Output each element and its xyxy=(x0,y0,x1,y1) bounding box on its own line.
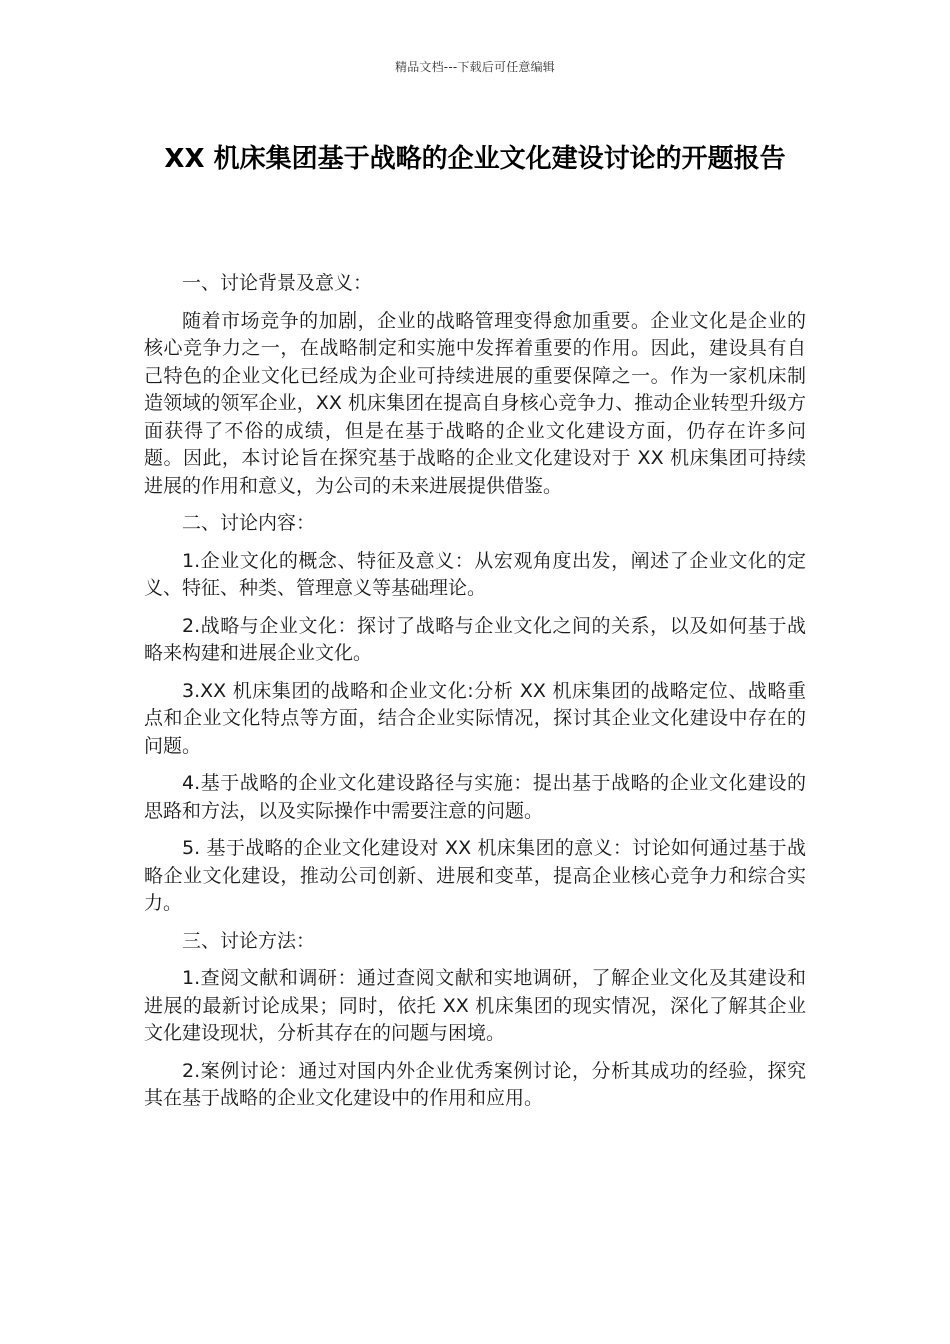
document-body xyxy=(144,270,806,1123)
content-item-3: 3.XX 机床集团的战略和企业文化:分析 XX 机床集团的战略定位、战略重点和企业文化特点等方面，结合企业实际情况，探讨其企业文化建设中存在的问题。 xyxy=(144,679,806,757)
content-item-5: 5. 基于战略的企业文化建设对 XX 机床集团的意义：讨论如何通过基于战略企业文化建设，推动公司创新、进展和变革，提高企业核心竞争力和综合实力。 xyxy=(144,837,806,914)
section-heading-method: 三、讨论方法： xyxy=(182,929,316,952)
section-heading-content: 二、讨论内容： xyxy=(182,512,316,534)
method-item-1: 1.查阅文献和调研：通过查阅文献和实地调研，了解企业文化及其建设和进展的最新讨论成果；同时，依托 XX 机床集团的现实情况，深化了解其企业文化建设现状，分析其存在的问题与困境。 xyxy=(144,967,806,1044)
content-item-1: 1.企业文化的概念、特征及意义：从宏观角度出发，阐述了企业文化的定义、特征、种类、管理意义等基础理论。 xyxy=(144,549,806,599)
method-item-2: 2.案例讨论：通过对国内外企业优秀案例讨论，分析其成功的经验，探究其在基于战略的企业文化建设中的作用和应用。 xyxy=(144,1059,806,1109)
content-item-2: 2.战略与企业文化：探讨了战略与企业文化之间的关系，以及如何基于战略来构建和进展企业文化。 xyxy=(144,614,806,664)
paragraph-background: 随着市场竞争的加剧，企业的战略管理变得愈加重要。企业文化是企业的核心竞争力之一，在战略制定和实施中发挥着重要的作用。因此，建设具有自己特色的企业文化已经成为企业可持续进展的重要保障之一。作为一家机床制造领域的领军企业，XX 机床集团在提高自身核心竞争力、推动企业转型升级方面获得了不俗的成绩，但是在基于战略的企业文化建设方面，仍存在许多问题。因此，本讨论旨在探究基于战略的企业文化建设对于 XX 机床集团可持续进展的作用和意义，为公司的未来进展提供借鉴。 xyxy=(144,309,806,497)
header-note: 精品文档---下载后可任意编辑 xyxy=(395,60,555,74)
section-heading-background: 一、讨论背景及意义： xyxy=(182,272,373,294)
content-item-4: 4.基于战略的企业文化建设路径与实施：提出基于战略的企业文化建设的思路和方法，以及实际操作中需要注意的问题。 xyxy=(144,772,806,822)
document-title: XX 机床集团基于战略的企业文化建设讨论的开题报告 xyxy=(164,144,786,174)
